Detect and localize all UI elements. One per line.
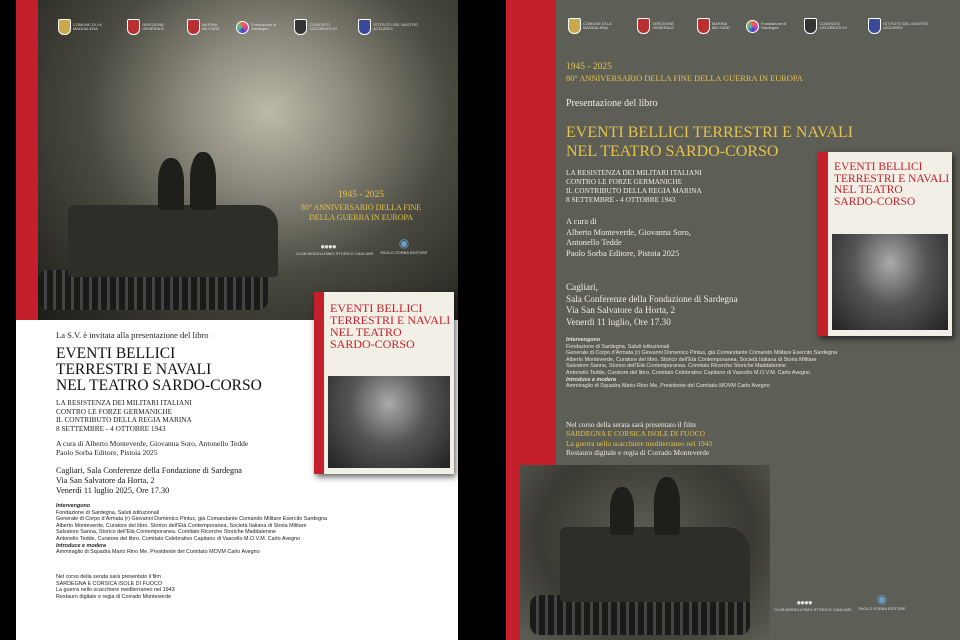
book-spine (314, 292, 324, 474)
logo-label: Fondazione di Sardegna (251, 22, 277, 31)
sorba-logo-icon: ◉ (876, 592, 888, 606)
curators-line: Alberto Monteverde, Giovanna Soro, (566, 227, 691, 237)
crest-icon (697, 18, 710, 34)
subtitle-line: CONTRO LE FORZE GERMANICHE (56, 406, 173, 416)
logo-label: DIREZIONE GENERALE (652, 21, 675, 30)
book-cover-photo (328, 376, 450, 468)
logo-label: CLUB MODELLISMO STORICO CAGLIARI (296, 251, 374, 256)
venue-line: Sala Conferenze della Fondazione di Sardegna (566, 293, 738, 304)
curators-line: Paolo Sorba Editore, Pistoia 2025 (566, 248, 680, 258)
crest-icon (804, 18, 817, 34)
moderator-heading: Introduce e modera (56, 542, 107, 549)
soldier-figure (190, 152, 216, 210)
film-intro: Nel corso della serata sarà presentato il film (566, 420, 696, 429)
subtitle-line: IL CONTRIBUTO DELLA REGIA MARINA (566, 186, 702, 195)
sorba-logo-icon: ◉ (398, 236, 410, 250)
invite-line: La S.V. è invitata alla presentazione del libro (56, 330, 209, 340)
title-line: EVENTI BELLICI (56, 345, 176, 362)
crest-icon (568, 18, 581, 34)
venue-line: Via San Salvatore da Horta, 2 (566, 305, 676, 315)
speakers-block (56, 503, 327, 556)
film-subtitle: La guerra nello scacchiere mediterraneo nel 1943 (56, 587, 175, 594)
subtitle-line: 8 SETTEMBRE - 4 OTTOBRE 1943 (566, 195, 676, 204)
speaker-line: Fondazione di Sardegna, Saluti istituzionali (56, 509, 160, 516)
crest-icon (294, 19, 307, 35)
logo-label: COMITATO CELEBRATIVO (309, 22, 338, 31)
speaker-line: Generale di Corpo d’Armata (r) Giovanni Domenico Pintus, già Comandante Comando Militare Esercito Sardegna (56, 516, 328, 523)
logo-label: ISTITUTO DEL NASTRO AZZURRO (373, 22, 419, 31)
sponsor-logos (568, 12, 948, 40)
venue (566, 282, 738, 328)
soldier-figure (610, 487, 634, 535)
logo-label: PAOLO SORBA EDITORE (858, 606, 906, 611)
logo-label: ISTITUTO DEL NASTRO AZZURRO (883, 21, 929, 30)
book-title (56, 346, 262, 394)
book-subtitle (566, 168, 702, 204)
speaker-line: Fondazione di Sardegna, Saluti istituzionali (566, 343, 670, 350)
title-line: NEL TEATRO SARDO-CORSO (56, 377, 262, 394)
speaker-line: Antonello Tedde, Curatore del libro. Comitato Celebrativo Capitano di Vascello M.O.V.M. Carlo Avegno (56, 535, 301, 542)
film-credit: Restauro digitale e regia di Corrado Monteverde (56, 593, 172, 600)
crest-icon (187, 19, 200, 35)
title-line: TERRESTRI E NAVALI (56, 361, 212, 378)
logo-label: MARINA MILITARE (201, 22, 220, 31)
poster-left (16, 0, 458, 640)
speaker-line: Salvatore Sanna, Storico dell’Età Contemporanea. Comitato Ricerche Storiche Maddalenine (566, 363, 786, 370)
publisher-logo-sorba (856, 592, 908, 611)
film-title: SARDEGNA E CORSICA ISOLE DI FUOCO (56, 580, 163, 587)
presentation-line: Presentazione del libro (566, 98, 658, 109)
film-block (566, 420, 712, 458)
logo-label: COMITATO CELEBRATIVO (819, 21, 848, 30)
moderator-heading: Introduce e modera (566, 376, 617, 383)
logo-label: COMUNE DI LA MADDALENA (72, 22, 102, 31)
subtitle-line: 8 SETTEMBRE - 4 OTTOBRE 1943 (56, 423, 166, 433)
subtitle-line: CONTRO LE FORZE GERMANICHE (566, 177, 683, 186)
foundation-icon (746, 20, 759, 33)
crest-icon (868, 18, 881, 34)
red-side-bar (16, 0, 38, 320)
logo-label: COMUNE DI LA MADDALENA (582, 21, 612, 30)
subtitle-line: LA RESISTENZA DEI MILITARI ITALIANI (566, 168, 702, 177)
tank-body (68, 205, 278, 277)
club-logo-icon: ●●●● (796, 598, 812, 607)
war-photo (38, 0, 458, 320)
crest-icon (637, 18, 650, 34)
curators: A cura di Alberto Monteverde, Giovanna Soro, Antonello Tedde (56, 439, 249, 448)
subtitle-line: LA RESISTENZA DEI MILITARI ITALIANI (56, 398, 192, 407)
film-block (56, 574, 175, 600)
venue-line: Venerdì 11 luglio, Ore 17.30 (566, 316, 671, 327)
club-logo-icon: ●●●● (320, 242, 336, 251)
venue (56, 466, 242, 496)
publisher: Paolo Sorba Editore, Pistoia 2025 (56, 448, 158, 457)
sponsor-logo (804, 18, 868, 34)
venue-line: Venerdì 11 luglio 2025, Ore 17.30 (56, 486, 170, 495)
speakers-heading: Intervengono (56, 503, 91, 509)
sponsor-logo (746, 20, 804, 33)
book-cover (818, 152, 952, 336)
venue-line: Cagliari, Sala Conferenze della Fondazione di Sardegna (56, 466, 242, 475)
anniversary-line: 80° ANNIVERSARIO DELLA FINE DELLA GUERRA IN EUROPA (566, 74, 803, 83)
logo-label: MARINA MILITARE (711, 21, 730, 30)
book-title (566, 123, 853, 161)
film-credit: Restauro digitale e regia di Corrado Monteverde (566, 448, 710, 458)
curators-line: Antonello Tedde (566, 238, 622, 247)
film-intro: Nel corso della serata sarà presentato il film (56, 574, 161, 580)
tank-photo (520, 465, 770, 640)
venue-line: Via San Salvatore da Horta, 2 (56, 476, 155, 485)
sponsor-logo (358, 19, 438, 35)
curators-block (566, 217, 691, 259)
book-cover-title: EVENTI BELLICI TERRESTRI E NAVALI NEL TEATRO SARDO-CORSO (330, 301, 451, 351)
title-line: NEL TEATRO SARDO-CORSO (566, 143, 779, 160)
film-subtitle: La guerra nello scacchiere mediterraneo nel 1943 (566, 438, 713, 448)
book-cover (314, 292, 454, 474)
venue-line: Cagliari, (566, 282, 598, 292)
sponsor-logo (127, 19, 186, 35)
crest-icon (127, 19, 140, 35)
soldier-figure (158, 158, 184, 210)
publisher-logo-club (774, 598, 852, 612)
foundation-icon (236, 21, 249, 34)
book-subtitle (56, 399, 192, 433)
publisher-logo-sorba (378, 236, 430, 255)
book-spine (818, 152, 828, 336)
logo-label: DIREZIONE GENERALE (142, 22, 165, 31)
speaker-line: Generale di Corpo d’Armata (r) Giovanni Domenico Pintus, già Comandante Comando Militare Esercito Sardegna (566, 350, 838, 357)
speaker-line: Alberto Monteverde, Curatore del libro. Storico dell’Età Contemporanea, Società Italiana di Storia Militare (56, 522, 307, 529)
sponsor-logo (187, 19, 236, 35)
moderator-line: Ammiraglio di Squadra Mario Rino Me, Presidente del Comitato MOVM Carlo Avegno (566, 383, 770, 390)
speaker-line: Antonello Tedde, Curatore del libro. Comitato Celebrativo Capitano di Vascello M.O.V.M. Carlo Avegno (566, 369, 811, 376)
sponsor-logos (58, 14, 438, 40)
anniversary-line1: 80° ANNIVERSARIO DELLA FINE (300, 203, 422, 212)
book-cover-title: EVENTI BELLICI TERRESTRI E NAVALI NEL TEATRO SARDO-CORSO (834, 161, 950, 208)
sponsor-logo (236, 21, 294, 34)
sponsor-logo (294, 19, 358, 35)
subtitle-line: IL CONTRIBUTO DELLA REGIA MARINA (56, 415, 192, 425)
crest-icon (58, 19, 71, 35)
speakers-block (566, 337, 837, 390)
anniversary-years: 1945 - 2025 (566, 62, 612, 72)
tank-body (560, 527, 750, 602)
logo-label: Fondazione di Sardegna (761, 21, 787, 30)
book-cover-photo (832, 234, 948, 330)
speakers-heading: Intervengono (566, 337, 601, 343)
logo-label: PAOLO SORBA EDITORE (380, 250, 428, 255)
poster-right (506, 0, 960, 640)
soldier-figure (654, 477, 680, 535)
speaker-line: Alberto Monteverde, Curatore del libro. Storico dell’Età Contemporanea, Società Italiana di Storia Militare (566, 356, 817, 363)
sponsor-logo (58, 19, 127, 35)
publisher-logo-club (296, 242, 374, 256)
crest-icon (358, 19, 371, 35)
sponsor-logo (568, 18, 637, 34)
anniversary-line2: DELLA GUERRA IN EUROPA (309, 213, 413, 222)
title-line: EVENTI BELLICI TERRESTRI E NAVALI (566, 124, 854, 141)
curators-line: A cura di (566, 217, 597, 226)
logo-label: CLUB MODELLISMO STORICO CAGLIARI (774, 607, 852, 612)
sponsor-logo (697, 18, 746, 34)
speaker-line: Salvatore Sanna, Storico dell’Età Contemporanea. Comitato Ricerche Storiche Maddalenine (56, 529, 276, 536)
sponsor-logo (637, 18, 696, 34)
anniversary-years: 1945 - 2025 (338, 190, 384, 200)
sponsor-logo (868, 18, 948, 34)
film-title: SARDEGNA E CORSICA ISOLE DI FUOCO (566, 429, 705, 439)
moderator-line: Ammiraglio di Squadra Mario Rino Me, Presidente del Comitato MOVM Carlo Avegno (56, 549, 260, 556)
